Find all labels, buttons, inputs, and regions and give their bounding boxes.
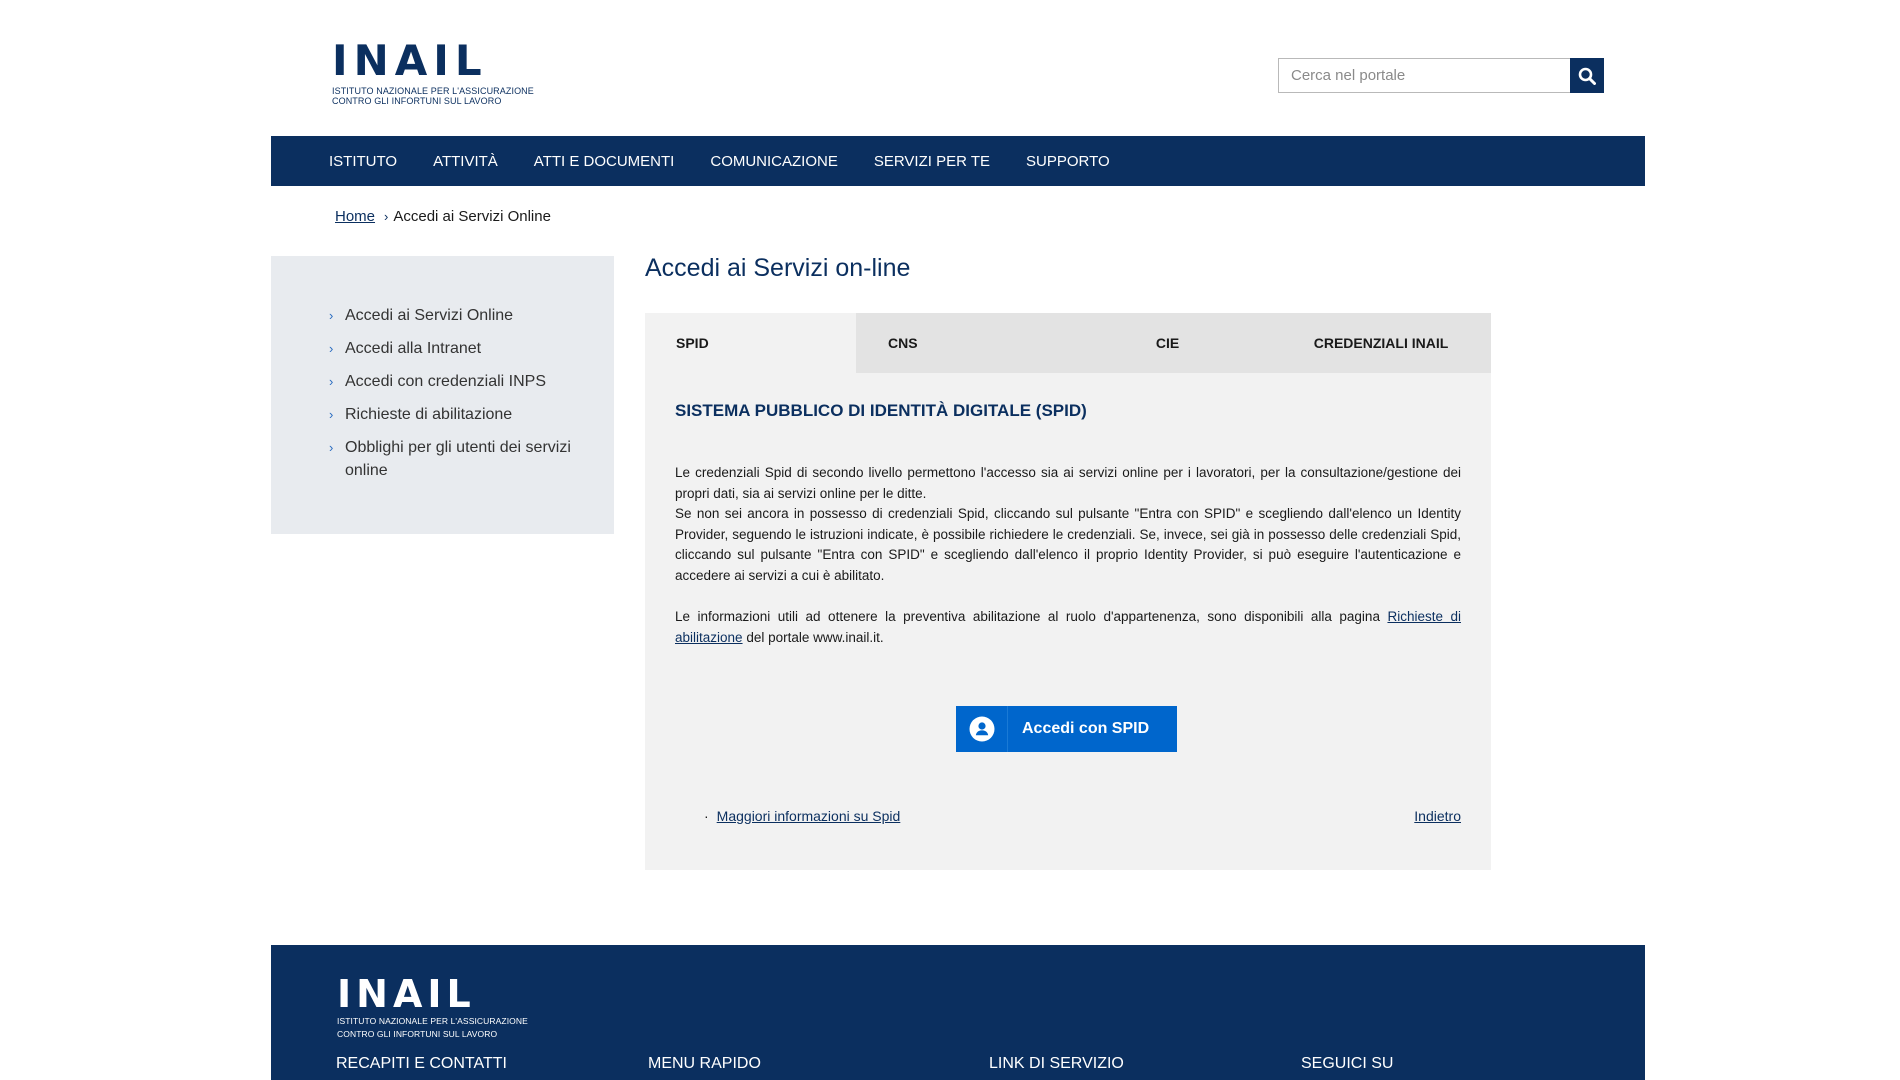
search-button[interactable] xyxy=(1570,58,1604,93)
sidebar-item-accedi-servizi-online[interactable] xyxy=(329,304,594,327)
nav-item-atti-e-documenti[interactable]: ATTI E DOCUMENTI xyxy=(533,152,675,170)
breadcrumb-home-link[interactable]: Home xyxy=(335,208,376,225)
footer-logo-subtitle-line2: CONTRO GLI INFORTUNI SUL LAVORO xyxy=(337,1029,498,1039)
spid-description-1 xyxy=(675,463,1461,586)
tab-spid[interactable]: SPID xyxy=(645,313,856,373)
chevron-right-icon: › xyxy=(384,209,389,224)
chevron-right-icon: › xyxy=(329,440,334,455)
logo-wordmark: INAIL xyxy=(332,36,488,85)
logo-subtitle-line2: CONTRO GLI INFORTUNI SUL LAVORO xyxy=(332,96,502,106)
search-input[interactable] xyxy=(1278,58,1570,93)
nav-item-istituto[interactable]: ISTITUTO xyxy=(329,152,398,170)
inail-logo[interactable] xyxy=(332,36,534,110)
sidebar-item-credenziali-inps[interactable] xyxy=(329,370,594,393)
accedi-spid-label: Accedi con SPID xyxy=(1022,720,1150,737)
user-icon xyxy=(969,716,995,742)
nav-item-attivita[interactable]: ATTIVITÀ xyxy=(433,152,498,170)
chevron-right-icon: › xyxy=(329,341,334,356)
maggiori-informazioni-link[interactable]: Maggiori informazioni su Spid xyxy=(716,808,901,824)
nav-item-servizi-per-te[interactable]: SERVIZI PER TE xyxy=(873,152,991,170)
spid-description-line1: Le credenziali Spid di secondo livello permettono l'accesso sia ai servizi online per i lavoratori, per la consultazione/gestione dei propri dati, sia ai servizi online per le ditte. xyxy=(675,465,1461,501)
sidebar-item-accedi-intranet[interactable] xyxy=(329,337,594,360)
site-header xyxy=(0,0,1900,136)
sidebar xyxy=(271,256,614,534)
footer-heading-menu-rapido: MENU RAPIDO xyxy=(648,1055,761,1072)
tab-credenziali-inail[interactable]: CREDENZIALI INAIL xyxy=(1313,335,1449,351)
page-title: Accedi ai Servizi on-line xyxy=(645,254,911,282)
more-info-row xyxy=(704,808,900,824)
site-footer xyxy=(271,945,1645,1080)
breadcrumb-current: Accedi ai Servizi Online xyxy=(393,208,551,225)
spid-description-line2: Se non sei ancora in possesso di credenziali Spid, cliccando sul pulsante "Entra con SPID" e scegliendo dall'elenco un Identity Provider, seguendo le istruzioni indicate, è possibile richiedere le credenziali. Se, invece, sei già in possesso delle credenziali Spid, cliccando sul pulsante "Entra con SPID" e scegliendo dall'elenco il proprio Identity Provider, si può eseguire l'autenticazione e accedere ai servizi a cui è abilitato. xyxy=(675,506,1461,583)
sidebar-item-label: Accedi con credenziali INPS xyxy=(345,373,546,390)
richieste-abilitazione-link[interactable]: Richieste di abilitazione xyxy=(675,609,1461,645)
footer-logo-wordmark: INAIL xyxy=(337,972,476,1016)
footer-heading-link-servizio: LINK DI SERVIZIO xyxy=(989,1055,1124,1072)
tab-cie[interactable]: CIE xyxy=(1155,335,1180,351)
abilitazione-suffix: del portale www.inail.it. xyxy=(746,629,884,645)
spid-description-2 xyxy=(675,607,1461,648)
search-bar xyxy=(1278,58,1604,93)
logo-subtitle-line1: ISTITUTO NAZIONALE PER L'ASSICURAZIONE xyxy=(332,86,534,96)
accedi-spid-button[interactable] xyxy=(956,706,1177,752)
indietro-link[interactable]: Indietro xyxy=(1414,808,1461,824)
sidebar-item-label: Accedi alla Intranet xyxy=(345,340,482,357)
footer-heading-seguici: SEGUICI SU xyxy=(1301,1055,1394,1072)
main-nav xyxy=(271,136,1645,186)
login-tabs xyxy=(645,313,1491,373)
footer-logo[interactable] xyxy=(337,972,528,1039)
search-icon xyxy=(1578,67,1596,85)
breadcrumb xyxy=(335,208,551,225)
sidebar-item-label: Accedi ai Servizi Online xyxy=(345,307,514,324)
sidebar-item-obblighi-utenti[interactable] xyxy=(329,436,594,482)
login-panel xyxy=(645,313,1491,870)
nav-item-comunicazione[interactable]: COMUNICAZIONE xyxy=(710,152,838,170)
tab-content-spid xyxy=(645,373,1491,648)
sidebar-item-label: Obblighi per gli utenti dei servizi online xyxy=(345,439,571,479)
tab-cns[interactable]: CNS xyxy=(888,335,918,351)
footer-heading-recapiti: RECAPITI E CONTATTI xyxy=(336,1055,507,1072)
section-title: SISTEMA PUBBLICO DI IDENTITÀ DIGITALE (SPID) xyxy=(675,401,1087,420)
nav-item-supporto[interactable]: SUPPORTO xyxy=(1026,152,1110,170)
bullet-icon: · xyxy=(704,808,709,824)
chevron-right-icon: › xyxy=(329,374,334,389)
sidebar-item-richieste-abilitazione[interactable] xyxy=(329,403,594,426)
sidebar-item-label: Richieste di abilitazione xyxy=(345,406,513,423)
chevron-right-icon: › xyxy=(329,308,334,323)
chevron-right-icon: › xyxy=(329,407,334,422)
footer-logo-subtitle-line1: ISTITUTO NAZIONALE PER L'ASSICURAZIONE xyxy=(337,1016,528,1026)
abilitazione-text: Le informazioni utili ad ottenere la preventiva abilitazione al ruolo d'appartenenza, sono disponibili alla pagina xyxy=(675,609,1380,624)
spid-icon-box xyxy=(956,706,1008,752)
